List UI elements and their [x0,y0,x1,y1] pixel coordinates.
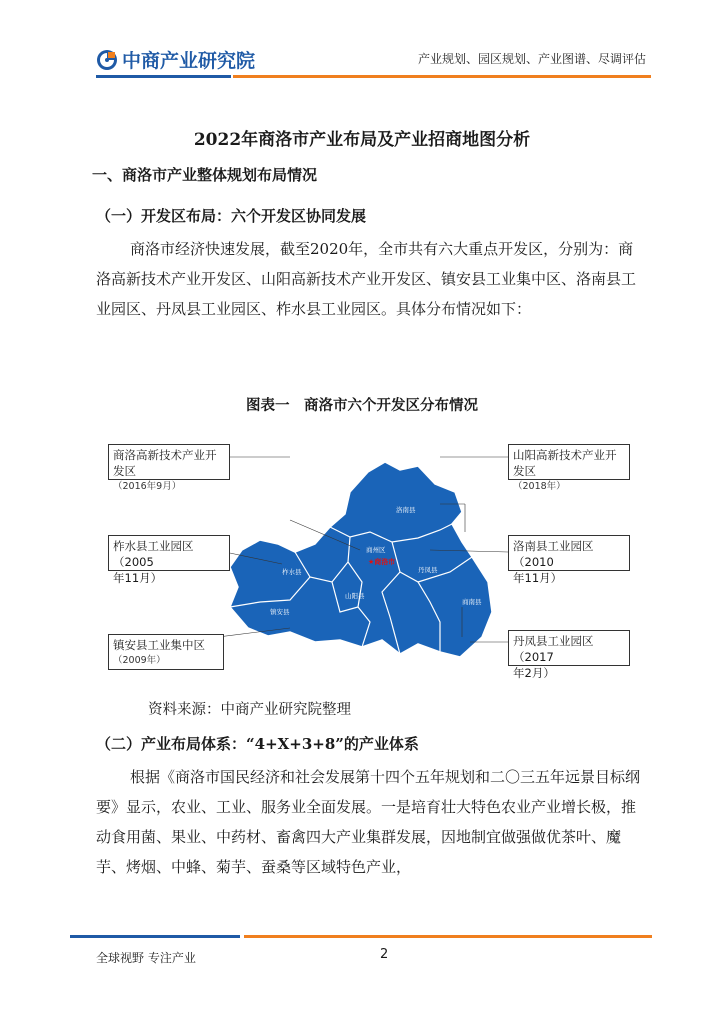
zone-date: （2018年） [513,481,566,492]
map-label-zhashui: 柞水县 [282,568,302,576]
zone-name: 镇安县工业集中区 [113,638,205,652]
footer-divider-blue [70,935,240,938]
zone-name: 商洛高新技术产业开发区 [113,448,217,478]
zone-box-danfeng [508,630,630,680]
logo-icon [96,49,118,71]
header-divider-blue [96,75,231,78]
zone-box-zhashui [108,535,230,585]
zone-date: （2009年） [113,655,166,666]
zone-box-shangluo-hi-tech [108,444,230,492]
zone-name: 丹凤县工业园区（2017 [513,634,594,664]
paragraph-1-text: 商洛市经济快速发展，截至2020年，全市共有六大重点开发区，分别为：商洛高新技术产业开发区、山阳高新技术产业开发区、镇安县工业集中区、洛南县工业园区、丹凤县工业园区、柞水县工业园区。具体分布情况如下： [96,240,637,318]
footer-slogan: 全球视野 专注产业 [96,951,196,965]
zone-date: 年11月） [513,571,563,585]
map-label-zhenan: 镇安县 [270,608,290,616]
development-zone-map-figure [100,432,640,682]
header-tagline: 产业规划、园区规划、产业图谱、尽调评估 [417,52,646,66]
map-label-shangnan: 商南县 [462,598,482,606]
map-label-shangzhou: 商州区 [366,546,386,554]
zone-date: （2016年9月） [113,481,182,492]
logo-text: 中商产业研究院 [122,50,256,72]
map-label-danfeng: 丹凤县 [418,566,438,574]
zone-date: 年11月） [113,571,163,585]
page-number: 2 [380,947,389,962]
header-divider-orange [233,75,651,78]
zone-box-luonan [508,535,630,585]
zone-box-shanyang-hi-tech [508,444,630,492]
subsection-heading-2: （二）产业布局体系：“4+X+3+8”的产业体系 [96,735,419,753]
page-header [0,0,724,80]
paragraph-1 [96,234,646,324]
paragraph-2-text: 根据《商洛市国民经济和社会发展第十四个五年规划和二〇三五年远景目标纲要》显示，农业、工业、服务业全面发展。一是培育壮大特色农业产业增长极，推动食用菌、果业、中药材、畜禽四大产业集群发展，因地制宜做强做优茶叶、魔芋、烤烟、中蜂、菊芋、蚕桑等区域特色产业， [96,768,641,876]
company-logo [96,46,255,73]
paragraph-2 [96,762,646,882]
zone-name: 洛南县工业园区（2010 [513,539,594,569]
section-heading: 一、商洛市产业整体规划布局情况 [92,166,318,184]
map-label-shanyang: 山阳县 [345,592,365,600]
map-label-capital: ★商洛市 [368,558,396,566]
figure-source-note: 资料来源：中商产业研究院整理 [148,702,351,718]
zone-date: 年2月） [513,666,555,680]
zone-box-zhenan [108,634,224,670]
document-title: 2022年商洛市产业布局及产业招商地图分析 [193,130,531,150]
shangluo-map-shape [230,462,492,657]
map-label-luonan: 洛南县 [396,506,416,514]
subsection-heading-1: （一）开发区布局：六个开发区协同发展 [96,207,367,225]
figure-title: 图表一 商洛市六个开发区分布情况 [246,397,478,414]
footer-divider-orange [244,935,652,938]
zone-name: 山阳高新技术产业开发区 [513,448,617,478]
zone-name: 柞水县工业园区（2005 [113,539,194,569]
